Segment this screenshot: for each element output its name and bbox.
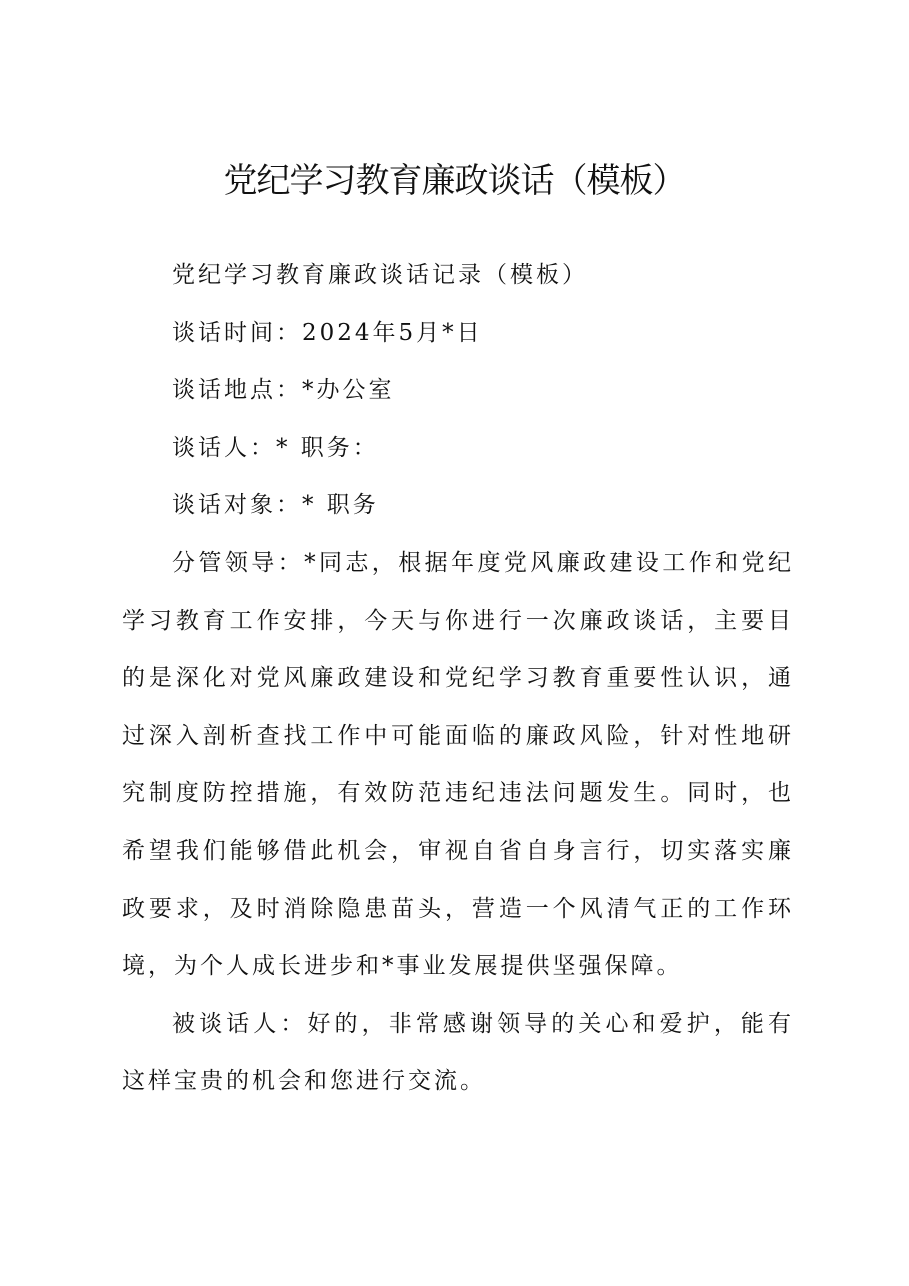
record-heading: 党纪学习教育廉政谈话记录（模板） [172, 262, 588, 288]
talk-subject: 谈话对象：* 职务 [172, 492, 379, 519]
talker: 谈话人：* 职务： [172, 434, 379, 461]
talk-location: 谈话地点：*办公室 [172, 377, 395, 404]
talk-time: 谈话时间：2024年5月*日 [172, 319, 483, 346]
document-title: 党纪学习教育廉政谈话（模板） [223, 161, 686, 201]
leader-statement: 分管领导：*同志，根据年度党风廉政建设工作和党纪学习教育工作安排，今天与你进行一次廉政谈话，主要目的是深化对党风廉政建设和党纪学习教育重要性认识，通过深入剖析查找工作中可能面临的廉政风险，针对性地研究制度防控措施，有效防范违纪违法问题发生。同时，也希望我们能够借此机会，审视自省自身言行，切实落实廉政要求，及时消除隐患苗头，营造一个风清气正的工作环境，为个人成长进步和*事业发展提供坚强保障。 [122, 549, 794, 980]
document-body [122, 247, 794, 1111]
interviewee-response: 被谈话人：好的，非常感谢领导的关心和爱护，能有这样宝贵的机会和您进行交流。 [122, 1010, 794, 1095]
